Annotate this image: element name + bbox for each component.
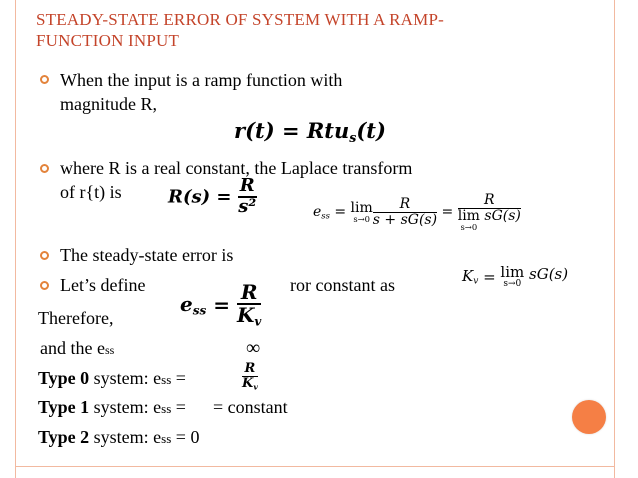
- rs-lhs: R(s) =: [168, 186, 238, 208]
- small-den-sub: v: [253, 381, 258, 391]
- right-border-line: [614, 0, 615, 478]
- small-denominator: [242, 377, 258, 392]
- kv-lhs-group: [462, 267, 478, 285]
- rs-fraction: [238, 177, 257, 217]
- type-0-sub: ss: [161, 372, 172, 387]
- kv-eq: =: [478, 268, 501, 286]
- kv-sub: v: [473, 276, 479, 287]
- type-0-text: system: e: [89, 368, 162, 388]
- big-ess-sub: ss: [192, 303, 207, 318]
- ess-denominator-2: [458, 209, 521, 231]
- rt-arg: (t): [356, 118, 386, 143]
- kv-lim-word: lim: [500, 263, 525, 281]
- and-the-sub: ss: [104, 343, 115, 357]
- big-ess-lhs-group: [180, 292, 206, 316]
- big-ess-fraction: [237, 282, 261, 328]
- big-ess-eq: =: [206, 293, 237, 318]
- ess-eq: =: [329, 204, 351, 221]
- ess-lim: [351, 201, 373, 223]
- bullet-2-line-2: of r{t) is: [60, 182, 122, 202]
- big-ess-denominator: [237, 305, 261, 328]
- bullet-2-line-1: where R is a real constant, the Laplace transform: [60, 158, 413, 178]
- kv-lim: [500, 265, 524, 289]
- kv-lim-sub: s→0: [503, 279, 522, 289]
- big-ess-numerator: R: [237, 282, 261, 305]
- rt-sub: s: [349, 129, 357, 145]
- small-fraction: [242, 362, 258, 391]
- rs-denominator: s²: [238, 195, 257, 217]
- small-den-k: K: [242, 375, 254, 391]
- type-1-text: system: e: [89, 397, 162, 417]
- decorative-orange-circle: [572, 400, 606, 434]
- ess-fraction-2: [458, 193, 521, 231]
- type-2-sub: ss: [161, 431, 172, 446]
- bullet-4-text-left: Let’s define: [60, 275, 146, 295]
- left-border-line: [15, 0, 16, 478]
- type-0-eq: =: [171, 368, 186, 388]
- bullet-circle-icon: [40, 164, 49, 173]
- big-ess-den-k: K: [236, 303, 255, 327]
- and-the-label: and the e: [40, 338, 105, 358]
- kv-tail: sG(s): [524, 265, 569, 283]
- big-ess-lhs: e: [180, 292, 193, 317]
- bullet-circle-icon: [40, 251, 49, 260]
- type-0-label: Type 0: [38, 368, 90, 388]
- equation-small-r-over-kv: [242, 362, 258, 391]
- type-1-sub: ss: [161, 401, 172, 416]
- therefore-text: Therefore,: [38, 308, 114, 328]
- bullet-1-line-2: magnitude R,: [60, 94, 157, 114]
- ess-den2-sub: s→0: [460, 221, 478, 232]
- bullet-circle-icon: [40, 75, 49, 84]
- ess-denominator: s + sG(s): [372, 211, 438, 228]
- type-1-label: Type 1: [38, 397, 90, 417]
- type-2-text: system: e: [89, 427, 162, 447]
- bullet-1-line-1: When the input is a ramp function with: [60, 70, 343, 90]
- small-numerator: R: [242, 362, 258, 377]
- rt-rhs: Rtu: [306, 118, 350, 143]
- ess-eq2: =: [437, 204, 458, 221]
- rs-numerator: R: [239, 175, 255, 196]
- ess-den2-tail: sG(s): [479, 207, 521, 224]
- ess-den2-lim: lim: [457, 207, 480, 224]
- title-line-2: FUNCTION INPUT: [36, 31, 180, 50]
- equation-ess-r-over-kv: [180, 282, 261, 328]
- ess-sub: ss: [321, 210, 330, 221]
- type-2-eq: = 0: [171, 427, 200, 447]
- ess-lim-word: lim: [350, 199, 373, 216]
- bottom-border-line: [15, 466, 615, 467]
- big-ess-den-sub: v: [254, 314, 262, 329]
- type-0-line: [38, 367, 186, 391]
- and-the-ess-text: [40, 337, 114, 361]
- ess-lhs: e: [313, 203, 322, 220]
- bullet-4-text-right: ror constant as: [290, 275, 395, 295]
- equation-r-of-s: [168, 177, 257, 217]
- type-1-eq: = = constant: [171, 397, 288, 417]
- type-2-label: Type 2: [38, 427, 90, 447]
- bullet-circle-icon: [40, 281, 49, 290]
- equation-kv: [462, 265, 568, 289]
- slide-title: [36, 9, 576, 51]
- equation-r-of-t: [234, 118, 386, 145]
- title-line-1: STEADY-STATE ERROR OF SYSTEM WITH A RAMP-: [36, 10, 444, 29]
- ess-fraction: [373, 197, 437, 227]
- ess-numerator-2: R: [458, 193, 521, 209]
- kv-lhs: K: [462, 267, 474, 286]
- rt-lhs: r(t) =: [234, 118, 307, 143]
- equation-ess-limit: [313, 193, 521, 231]
- bullet-3-text: The steady-state error is: [60, 245, 234, 265]
- ess-lhs-group: [313, 204, 330, 220]
- infinity-symbol: ∞: [246, 337, 261, 359]
- ess-lim-sub: s→0: [353, 213, 370, 224]
- type-2-line: [38, 426, 199, 450]
- ess-numerator: R: [373, 197, 437, 213]
- type-1-line: [38, 396, 288, 420]
